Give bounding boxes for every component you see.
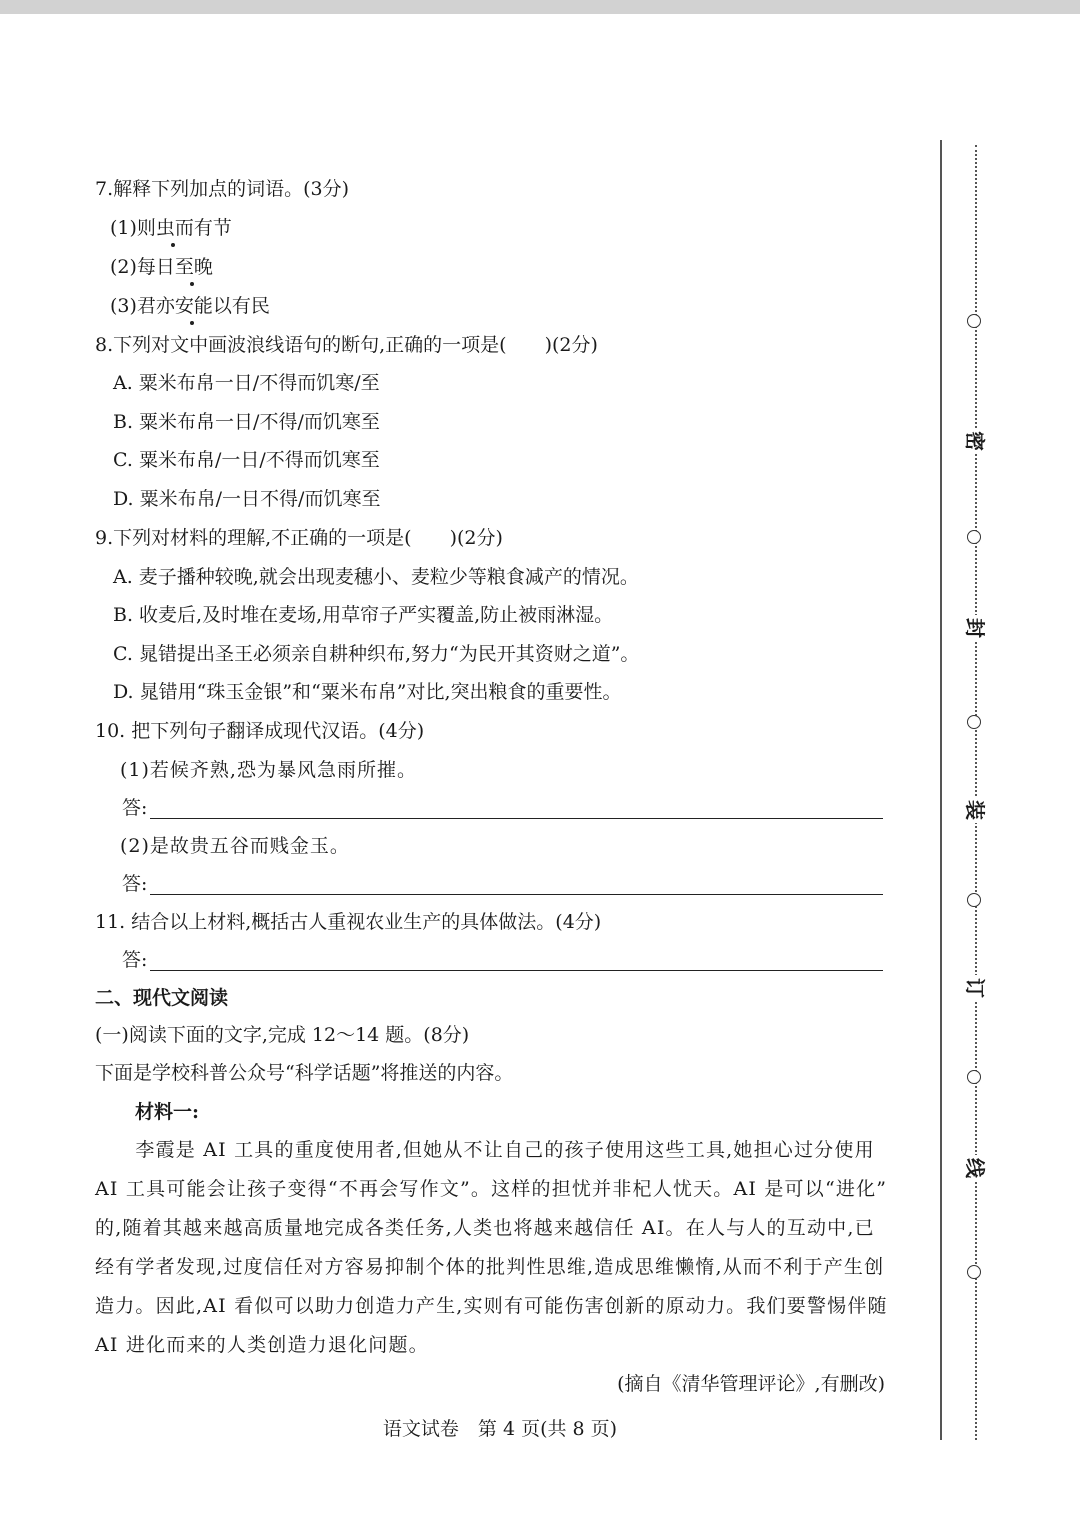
q9-option-b: B. 收麦后,及时堆在麦场,用草帘子严实覆盖,防止被雨淋湿。 <box>113 604 614 626</box>
binding-hole-circle <box>967 1070 981 1084</box>
q7-item-1: (1)则虫而有节 <box>110 217 232 239</box>
binding-char-mi: 密 <box>962 428 988 454</box>
q11-answer-label: 答: <box>122 949 148 971</box>
q8-stem: 8.下列对文中画波浪线语句的断句,正确的一项是( )(2分) <box>95 334 598 356</box>
emphasis-dot <box>190 282 194 286</box>
q8-option-a: A. 粟米布帛一日/不得而饥寒/至 <box>113 372 380 394</box>
q7-item-2: (2)每日至晚 <box>110 256 213 278</box>
q11-stem: 11. 结合以上材料,概括古人重视农业生产的具体做法。(4分) <box>95 911 602 933</box>
paragraph-line: 的,随着其越来越高质量地完成各类任务,人类也将越来越信任 AI。在人与人的互动中,已 <box>95 1217 875 1239</box>
q9-option-c: C. 晁错提出圣王必须亲自耕种织布,努力“为民开其资财之道”。 <box>113 643 640 665</box>
binding-rule <box>940 140 942 1440</box>
q9-stem: 9.下列对材料的理解,不正确的一项是( )(2分) <box>95 527 503 549</box>
q10-stem: 10. 把下列句子翻译成现代汉语。(4分) <box>95 720 425 742</box>
binding-char-zhuang: 装 <box>962 797 988 823</box>
material-label: 材料一: <box>135 1101 200 1123</box>
binding-hole-circle <box>967 1265 981 1279</box>
binding-hole-circle <box>967 893 981 907</box>
q10-answer-line-1[interactable] <box>150 818 883 819</box>
emphasis-dot <box>171 243 175 247</box>
q7-item-3: (3)君亦安能以有民 <box>110 295 270 317</box>
q9-option-d: D. 晁错用“珠玉金银”和“粟米布帛”对比,突出粮食的重要性。 <box>113 681 622 703</box>
q10-answer-line-2[interactable] <box>150 894 883 895</box>
paragraph-line: 经有学者发现,过度信任对方容易抑制个体的批判性思维,造成思维懒惰,从而不利于产生创 <box>95 1256 885 1278</box>
emphasis-dot <box>190 321 194 325</box>
q7-stem: 7.解释下列加点的词语。(3分) <box>95 178 350 200</box>
binding-char-feng: 封 <box>962 615 988 641</box>
paragraph-line: 李霞是 AI 工具的重度使用者,但她从不让自己的孩子使用这些工具,她担心过分使用 <box>95 1139 875 1161</box>
q11-answer-line[interactable] <box>150 970 883 971</box>
section-intro: 下面是学校科普公众号“科学话题”将推送的内容。 <box>95 1062 514 1084</box>
q9-option-a: A. 麦子播种较晚,就会出现麦穗小、麦粒少等粮食减产的情况。 <box>113 566 639 588</box>
paragraph-line: AI 工具可能会让孩子变得“不再会写作文”。这样的担忧并非杞人忧天。AI 是可以“进化” <box>95 1178 888 1200</box>
binding-dotted-line <box>975 145 977 1440</box>
scan-top-strip <box>0 0 1080 14</box>
q8-option-b: B. 粟米布帛一日/不得/而饥寒至 <box>113 411 380 433</box>
q10-sub-2: (2)是故贵五谷而贱金玉。 <box>120 835 350 857</box>
binding-hole-circle <box>967 715 981 729</box>
section-title: 二、现代文阅读 <box>95 987 229 1009</box>
paragraph-line: AI 进化而来的人类创造力退化问题。 <box>95 1334 429 1356</box>
q10-sub-1: (1)若候齐熟,恐为暴风急雨所摧。 <box>120 759 417 781</box>
q8-option-d: D. 粟米布帛/一日不得/而饥寒至 <box>113 488 381 510</box>
q10-answer-label-1: 答: <box>122 797 148 819</box>
binding-hole-circle <box>967 314 981 328</box>
q8-option-c: C. 粟米布帛/一日/不得而饥寒至 <box>113 449 380 471</box>
paragraph-line: 造力。因此,AI 看似可以助力创造力产生,实则有可能伤害创新的原动力。我们要警惕伴随 <box>95 1295 888 1317</box>
binding-char-ding: 订 <box>962 975 988 1001</box>
binding-char-xian: 线 <box>962 1155 988 1181</box>
section-subtitle: (一)阅读下面的文字,完成 12～14 题。(8分) <box>95 1024 470 1046</box>
source-citation: (摘自《清华管理评论》,有删改) <box>617 1373 885 1395</box>
page-footer: 语文试卷 第 4 页(共 8 页) <box>382 1418 618 1440</box>
binding-hole-circle <box>967 530 981 544</box>
q10-answer-label-2: 答: <box>122 873 148 895</box>
